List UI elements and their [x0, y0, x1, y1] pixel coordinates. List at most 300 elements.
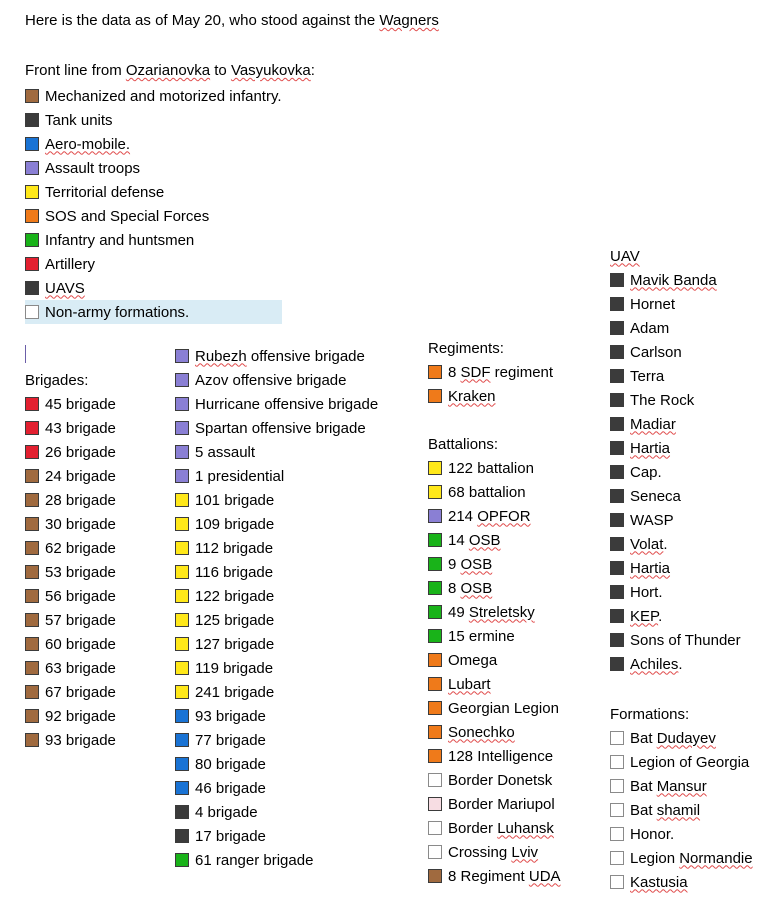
offensive-label: Azov offensive brigade — [195, 371, 347, 389]
battalion-item — [428, 456, 561, 480]
uav-label: KEP. — [630, 607, 663, 625]
spellcheck-word: Hartia — [630, 559, 671, 577]
color-swatch-icon — [428, 557, 442, 571]
offensive-item — [175, 344, 378, 368]
color-swatch-icon — [610, 875, 624, 889]
legend-item — [25, 252, 282, 276]
uav-label: Volat. — [630, 535, 668, 553]
formation-item — [610, 822, 753, 846]
offensive-item — [175, 704, 378, 728]
uav-item — [610, 340, 741, 364]
color-swatch-icon — [175, 493, 189, 507]
offensive-label: 1 presidential — [195, 467, 285, 485]
brigade-label: 67 brigade — [45, 683, 116, 701]
legend-item — [25, 108, 282, 132]
spellcheck-word: SDF — [460, 363, 491, 381]
uav-item — [610, 364, 741, 388]
brigade-item — [25, 440, 116, 464]
uav-item — [610, 316, 741, 340]
color-swatch-icon — [175, 469, 189, 483]
intro-spellcheck-word: Wagners — [379, 12, 439, 29]
offensive-label: 125 brigade — [195, 611, 275, 629]
formations-list — [610, 726, 753, 894]
color-swatch-icon — [175, 373, 189, 387]
offensive-item — [175, 656, 378, 680]
formation-item — [610, 750, 753, 774]
brigades-list — [25, 392, 116, 752]
uav-item — [610, 268, 741, 292]
spellcheck-word: Achiles — [630, 655, 679, 673]
color-swatch-icon — [25, 305, 39, 319]
battalions-heading: Battalions: — [428, 435, 499, 453]
uav-heading-label: UAV — [610, 247, 640, 265]
offensive-item — [175, 464, 378, 488]
color-swatch-icon — [25, 445, 39, 459]
column-offensive — [175, 344, 378, 872]
offensive-item — [175, 440, 378, 464]
color-swatch-icon — [25, 565, 39, 579]
battalion-item — [428, 672, 561, 696]
formation-item — [610, 774, 753, 798]
offensive-item — [175, 824, 378, 848]
spellcheck-word: OPFOR — [477, 507, 531, 525]
color-swatch-icon — [610, 321, 624, 335]
legend-item — [25, 204, 282, 228]
uav-label: Hort. — [630, 583, 663, 601]
color-swatch-icon — [610, 609, 624, 623]
battalion-label: Omega — [448, 651, 498, 669]
frontline-line — [25, 62, 315, 79]
regiment-item — [428, 360, 561, 384]
color-swatch-icon — [428, 605, 442, 619]
offensive-label: 122 brigade — [195, 587, 275, 605]
color-swatch-icon — [610, 585, 624, 599]
color-swatch-icon — [175, 445, 189, 459]
offensive-item — [175, 848, 378, 872]
offensive-item — [175, 776, 378, 800]
battalion-label: 9 OSB — [448, 555, 493, 573]
battalion-label: 68 battalion — [448, 483, 526, 501]
offensive-label: 77 brigade — [195, 731, 266, 749]
offensive-item — [175, 608, 378, 632]
uav-item — [610, 460, 741, 484]
color-swatch-icon — [25, 281, 39, 295]
offensive-label: 80 brigade — [195, 755, 266, 773]
color-swatch-icon — [175, 661, 189, 675]
color-swatch-icon — [428, 677, 442, 691]
brigade-label: 24 brigade — [45, 467, 116, 485]
battalion-item — [428, 696, 561, 720]
offensive-label: Hurricane offensive brigade — [195, 395, 379, 413]
offensive-label: 17 brigade — [195, 827, 266, 845]
color-swatch-icon — [428, 389, 442, 403]
color-swatch-icon — [610, 417, 624, 431]
battalion-label: 8 Regiment UDA — [448, 867, 561, 885]
intro-text: Here is the data as of May 20, who stood against the — [25, 12, 380, 29]
frontline-prefix: Front line from — [25, 62, 126, 79]
legend-item — [25, 228, 282, 252]
color-swatch-icon — [25, 185, 39, 199]
brigades-heading: Brigades: — [25, 371, 89, 389]
color-swatch-icon — [25, 637, 39, 651]
legend-label: Infantry and huntsmen — [45, 231, 195, 249]
brigade-item — [25, 464, 116, 488]
uav-item — [610, 532, 741, 556]
color-swatch-icon — [175, 397, 189, 411]
formations-heading: Formations: — [610, 705, 690, 723]
brigade-label: 92 brigade — [45, 707, 116, 725]
uav-item — [610, 484, 741, 508]
color-swatch-icon — [610, 657, 624, 671]
regiment-item — [428, 384, 561, 408]
offensive-item — [175, 584, 378, 608]
color-swatch-icon — [428, 821, 442, 835]
spellcheck-word: Kraken — [448, 387, 496, 405]
color-swatch-icon — [175, 421, 189, 435]
uav-item — [610, 652, 741, 676]
color-swatch-icon — [175, 805, 189, 819]
spellcheck-word: Sonechko — [448, 723, 515, 741]
uav-item — [610, 412, 741, 436]
legend-item — [25, 300, 282, 324]
offensive-item — [175, 680, 378, 704]
uav-item — [610, 388, 741, 412]
color-swatch-icon — [25, 137, 39, 151]
offensive-label: 112 brigade — [195, 539, 274, 557]
uav-label: The Rock — [630, 391, 695, 409]
battalion-label: 122 battalion — [448, 459, 534, 477]
uav-heading — [610, 244, 741, 268]
spellcheck-word: Dudayev — [656, 729, 716, 747]
offensive-item — [175, 752, 378, 776]
legend-label: Tank units — [45, 111, 113, 129]
frontline-to: Vasyukovka — [230, 62, 311, 79]
spellcheck-word: Normandie — [679, 849, 753, 867]
color-swatch-icon — [25, 709, 39, 723]
offensive-item — [175, 512, 378, 536]
color-swatch-icon — [428, 749, 442, 763]
color-swatch-icon — [428, 797, 442, 811]
color-swatch-icon — [428, 485, 442, 499]
legend-item — [25, 84, 282, 108]
brigade-item — [25, 728, 116, 752]
color-swatch-icon — [428, 701, 442, 715]
color-swatch-icon — [428, 773, 442, 787]
offensive-label: 4 brigade — [195, 803, 258, 821]
formation-item — [610, 846, 753, 870]
offensive-item — [175, 632, 378, 656]
spellcheck-word: UDA — [528, 867, 561, 885]
spellcheck-word: Volat — [630, 535, 664, 553]
legend-item — [25, 180, 282, 204]
legend-item — [25, 276, 282, 300]
uav-label: Sons of Thunder — [630, 631, 741, 649]
frontline-from: Ozarianovka — [125, 62, 211, 79]
brigade-label: 60 brigade — [45, 635, 116, 653]
brigade-label: 45 brigade — [45, 395, 116, 413]
color-swatch-icon — [25, 733, 39, 747]
offensive-item — [175, 560, 378, 584]
frontline-mid: to — [210, 62, 231, 79]
regiment-label: 8 SDF regiment — [448, 363, 554, 381]
color-swatch-icon — [25, 397, 39, 411]
formation-label: Bat shamil — [630, 801, 701, 819]
legend-label — [45, 137, 130, 152]
uav-label: WASP — [630, 511, 674, 529]
spellcheck-word: Hartia — [630, 439, 671, 457]
color-swatch-icon — [428, 365, 442, 379]
color-swatch-icon — [610, 345, 624, 359]
column-formations — [610, 702, 753, 894]
uav-label — [630, 273, 717, 288]
color-swatch-icon — [25, 161, 39, 175]
offensive-label: 116 brigade — [195, 563, 274, 581]
spellcheck-word: OSB — [468, 531, 501, 549]
offensive-label: 93 brigade — [195, 707, 266, 725]
color-swatch-icon — [428, 653, 442, 667]
legend-list — [25, 84, 282, 324]
spellcheck-word: Kastusia — [630, 873, 688, 891]
battalion-label — [448, 677, 491, 692]
color-swatch-icon — [25, 613, 39, 627]
color-swatch-icon — [610, 489, 624, 503]
color-swatch-icon — [610, 513, 624, 527]
color-swatch-icon — [610, 633, 624, 647]
color-swatch-icon — [25, 233, 39, 247]
color-swatch-icon — [610, 779, 624, 793]
spellcheck-word: Luhansk — [497, 819, 554, 837]
battalion-item — [428, 720, 561, 744]
offensive-label: 101 brigade — [195, 491, 275, 509]
regiments-list — [428, 360, 561, 408]
brigade-label: 93 brigade — [45, 731, 116, 749]
spellcheck-word: KEP — [630, 607, 659, 625]
brigade-label: 62 brigade — [45, 539, 116, 557]
legend-item — [25, 156, 282, 180]
color-swatch-icon — [428, 845, 442, 859]
offensive-item — [175, 728, 378, 752]
color-swatch-icon — [610, 561, 624, 575]
color-swatch-icon — [610, 827, 624, 841]
offensive-item — [175, 800, 378, 824]
brigade-item — [25, 536, 116, 560]
uav-label — [630, 417, 676, 432]
color-swatch-icon — [25, 541, 39, 555]
brigade-label: 43 brigade — [45, 419, 116, 437]
offensive-label: 61 ranger brigade — [195, 851, 314, 869]
color-swatch-icon — [175, 613, 189, 627]
color-swatch-icon — [610, 731, 624, 745]
offensive-label: 5 assault — [195, 443, 256, 461]
battalion-item — [428, 816, 561, 840]
color-swatch-icon — [610, 465, 624, 479]
battalion-label: 128 Intelligence — [448, 747, 554, 765]
color-swatch-icon — [428, 509, 442, 523]
brigade-item — [25, 512, 116, 536]
uav-item — [610, 292, 741, 316]
uav-label: Terra — [630, 367, 665, 385]
battalion-label — [448, 725, 515, 740]
color-swatch-icon — [175, 685, 189, 699]
regiments-heading: Regiments: — [428, 339, 504, 357]
brigade-label: 26 brigade — [45, 443, 116, 461]
color-swatch-icon — [610, 393, 624, 407]
color-swatch-icon — [428, 725, 442, 739]
color-swatch-icon — [175, 781, 189, 795]
offensive-label: 127 brigade — [195, 635, 275, 653]
color-swatch-icon — [175, 853, 189, 867]
formation-item — [610, 798, 753, 822]
offensive-list — [175, 344, 378, 872]
uav-label — [630, 561, 670, 576]
spellcheck-word: UAVS — [45, 279, 85, 297]
color-swatch-icon — [25, 113, 39, 127]
spellcheck-word: OSB — [460, 555, 493, 573]
color-swatch-icon — [25, 517, 39, 531]
legend-label — [45, 281, 85, 296]
color-swatch-icon — [175, 541, 189, 555]
formation-label: Legion of Georgia — [630, 753, 750, 771]
color-swatch-icon — [610, 755, 624, 769]
color-swatch-icon — [25, 589, 39, 603]
battalion-item — [428, 552, 561, 576]
legend-label: Artillery — [45, 255, 96, 273]
color-swatch-icon — [175, 349, 189, 363]
brigade-label: 28 brigade — [45, 491, 116, 509]
formation-item — [610, 870, 753, 894]
intro-line — [25, 12, 439, 29]
battalion-item — [428, 792, 561, 816]
color-swatch-icon — [175, 637, 189, 651]
brigade-label: 30 brigade — [45, 515, 116, 533]
formation-item — [610, 726, 753, 750]
brigade-item — [25, 560, 116, 584]
uav-label: Carlson — [630, 343, 682, 361]
color-swatch-icon — [428, 629, 442, 643]
offensive-label: 119 brigade — [195, 659, 274, 677]
offensive-item — [175, 368, 378, 392]
offensive-label: 241 brigade — [195, 683, 275, 701]
battalion-item — [428, 480, 561, 504]
legend-label: Territorial defense — [45, 183, 165, 201]
uav-label: Seneca — [630, 487, 681, 505]
color-swatch-icon — [610, 297, 624, 311]
uav-item — [610, 556, 741, 580]
spellcheck-word: Lviv — [511, 843, 539, 861]
color-swatch-icon — [610, 441, 624, 455]
brigade-item — [25, 704, 116, 728]
battalion-label: 8 OSB — [448, 579, 493, 597]
uav-item — [610, 628, 741, 652]
brigade-label: 53 brigade — [45, 563, 116, 581]
uav-list — [610, 268, 741, 676]
spellcheck-word: Rubezh — [195, 347, 247, 365]
battalion-item — [428, 600, 561, 624]
offensive-label: 46 brigade — [195, 779, 266, 797]
battalion-item — [428, 768, 561, 792]
legend-label: SOS and Special Forces — [45, 207, 210, 225]
brigade-item — [25, 656, 116, 680]
brigade-label: 63 brigade — [45, 659, 116, 677]
spellcheck-word: Mansur — [656, 777, 707, 795]
formation-label: Honor. — [630, 825, 675, 843]
offensive-item — [175, 536, 378, 560]
color-swatch-icon — [175, 709, 189, 723]
color-swatch-icon — [25, 661, 39, 675]
spellcheck-word: Madiar — [630, 415, 676, 433]
color-swatch-icon — [25, 89, 39, 103]
color-swatch-icon — [25, 469, 39, 483]
offensive-label: Rubezh offensive brigade — [195, 347, 365, 365]
brigade-label: 56 brigade — [45, 587, 116, 605]
color-swatch-icon — [25, 685, 39, 699]
text-caret — [25, 345, 26, 363]
offensive-item — [175, 416, 378, 440]
brigade-item — [25, 584, 116, 608]
uav-label: Cap. — [630, 463, 662, 481]
brigade-item — [25, 632, 116, 656]
uav-label — [630, 441, 670, 456]
uav-item — [610, 580, 741, 604]
brigade-item — [25, 608, 116, 632]
brigade-item — [25, 680, 116, 704]
battalion-item — [428, 624, 561, 648]
brigade-item — [25, 392, 116, 416]
color-swatch-icon — [428, 461, 442, 475]
spellcheck-word: OSB — [460, 579, 493, 597]
color-swatch-icon — [610, 851, 624, 865]
color-swatch-icon — [175, 517, 189, 531]
color-swatch-icon — [428, 869, 442, 883]
offensive-item — [175, 488, 378, 512]
battalion-item — [428, 576, 561, 600]
spellcheck-word: Mavik Banda — [630, 271, 717, 289]
color-swatch-icon — [25, 257, 39, 271]
brigade-label: 57 brigade — [45, 611, 116, 629]
legend-label: Assault troops — [45, 159, 141, 177]
battalion-label: Border Mariupol — [448, 795, 555, 813]
uav-label: Adam — [630, 319, 670, 337]
color-swatch-icon — [610, 369, 624, 383]
formation-label — [630, 875, 688, 890]
regiments-battalions-spacer — [428, 408, 561, 432]
battalion-label: 214 OPFOR — [448, 507, 531, 525]
spellcheck-word: Lubart — [448, 675, 491, 693]
legend-item — [25, 132, 282, 156]
color-swatch-icon — [175, 589, 189, 603]
uav-item — [610, 508, 741, 532]
battalion-label: 15 ermine — [448, 627, 515, 645]
battalion-item — [428, 864, 561, 888]
color-swatch-icon — [25, 421, 39, 435]
column-uav — [610, 244, 741, 676]
spellcheck-word: Aero-mobile. — [45, 135, 131, 153]
formation-label: Bat Dudayev — [630, 729, 716, 747]
color-swatch-icon — [25, 493, 39, 507]
formation-label: Bat Mansur — [630, 777, 707, 795]
uav-item — [610, 436, 741, 460]
regiment-label — [448, 389, 496, 404]
uav-label: Hornet — [630, 295, 676, 313]
offensive-label: Spartan offensive brigade — [195, 419, 366, 437]
battalion-label: 49 Streletsky — [448, 603, 535, 621]
battalion-item — [428, 528, 561, 552]
frontline-suffix: : — [310, 62, 315, 79]
battalion-label: Border Luhansk — [448, 819, 554, 837]
spellcheck-word: shamil — [656, 801, 701, 819]
color-swatch-icon — [175, 565, 189, 579]
battalion-item — [428, 840, 561, 864]
